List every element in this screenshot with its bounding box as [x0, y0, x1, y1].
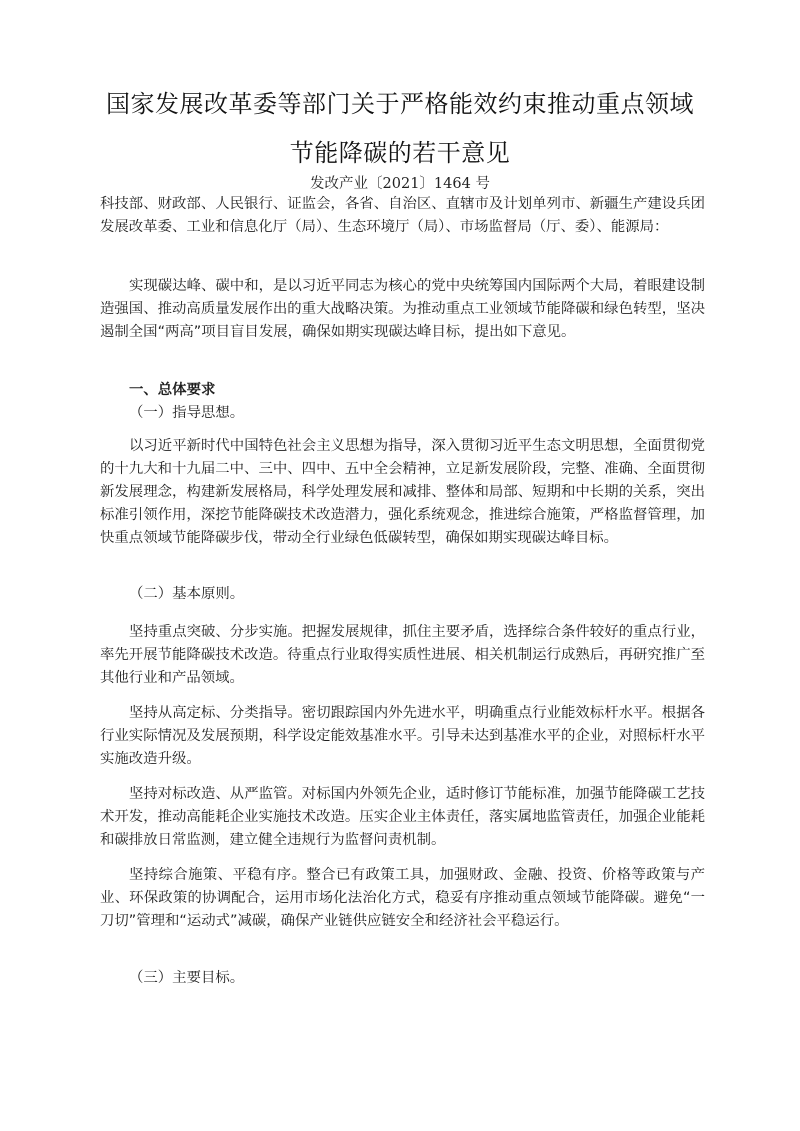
subsection-heading-guiding-thought: （一）指导思想。: [129, 405, 245, 421]
intro-paragraph: 实现碳达峰、碳中和，是以习近平同志为核心的党中央统筹国内国际两个大局，着眼建设制造强国、推动高质量发展作出的重大战略决策。为推动重点工业领域节能降碳和绿色转型，坚决遏制全国“两高”项目盲目发展，确保如期实现碳达峰目标，提出如下意见。: [100, 278, 705, 340]
document-number: 发改产业〔2021〕1464 号: [310, 176, 490, 192]
document-title-line-2: 节能降碳的若干意见: [289, 139, 511, 167]
subsection-heading-basic-principles: （二）基本原则。: [129, 586, 245, 602]
principle-paragraph-2: 坚持从高定标、分类指导。密切跟踪国内外先进水平，明确重点行业能效标杆水平。根据各行业实际情况及发展预期，科学设定能效基准水平。引导未达到基准水平的企业，对照标杆水平实施改造升级。: [100, 705, 705, 767]
section-heading-general-requirements: 一、总体要求: [129, 382, 216, 398]
guiding-thought-paragraph: 以习近平新时代中国特色社会主义思想为指导，深入贯彻习近平生态文明思想，全面贯彻党的十九大和十九届二中、三中、四中、五中全会精神，立足新发展阶段，完整、准确、全面贯彻新发展理念，构建新发展格局，科学处理发展和减排、整体和局部、短期和中长期的关系，突出标准引领作用，深挖节能降碳技术改造潜力，强化系统观念，推进综合施策，严格监督管理，加快重点领域节能降碳步伐，带动全行业绿色低碳转型，确保如期实现碳达峰目标。: [100, 438, 705, 546]
principle-paragraph-3: 坚持对标改造、从严监管。对标国内外领先企业，适时修订节能标准，加强节能降碳工艺技术开发，推动高能耗企业实施技术改造。压实企业主体责任，落实属地监管责任，加强企业能耗和碳排放日常监测，建立健全违规行为监督问责机制。: [100, 786, 705, 848]
document-title-line-1: 国家发展改革委等部门关于严格能效约束推动重点领域: [106, 90, 694, 118]
principle-paragraph-4: 坚持综合施策、平稳有序。整合已有政策工具，加强财政、金融、投资、价格等政策与产业、环保政策的协调配合，运用市场化法治化方式，稳妥有序推动重点领域节能降碳。避免“一刀切”管理和“运动式”减碳，确保产业链供应链安全和经济社会平稳运行。: [100, 867, 705, 929]
subsection-heading-main-goals: （三）主要目标。: [129, 970, 245, 986]
addressees-paragraph: 科技部、财政部、人民银行、证监会，各省、自治区、直辖市及计划单列市、新疆生产建设兵团发展改革委、工业和信息化厅（局）、生态环境厅（局）、市场监督局（厅、委）、能源局：: [100, 196, 705, 235]
principle-paragraph-1: 坚持重点突破、分步实施。把握发展规律，抓住主要矛盾，选择综合条件较好的重点行业，率先开展节能降碳技术改造。待重点行业取得实质性进展、相关机制运行成熟后，再研究推广至其他行业和产品领域。: [100, 624, 705, 686]
